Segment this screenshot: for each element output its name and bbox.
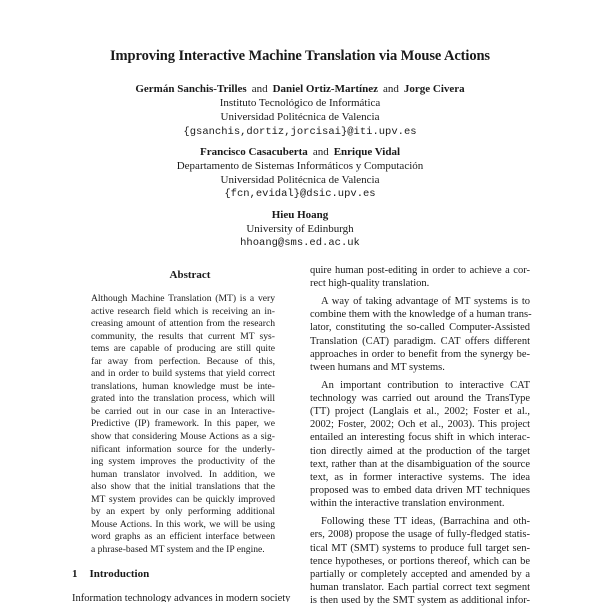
body-text-line: tion directly aimed at the production of the target [310,445,530,457]
body-text-line: within the interactive translation environment. [310,498,505,510]
abstract-heading: Abstract [169,269,211,281]
body-text-line: rect high-quality translation. [310,278,430,290]
author-name: Enrique Vidal [333,145,401,158]
body-text-line: combine them with the knowledge of a human trans- [310,309,532,321]
abstract-line: active research field which is receiving an in- [91,305,275,317]
body-text-line: A way of taking advantage of MT systems is to [321,295,530,307]
abstract-line: human translator involved. In addition, we [91,468,275,480]
body-text-line: human translator. Each partial correct text segment [310,582,530,594]
abstract-line: word graphs as an efficient interface between [91,531,275,543]
section-title: Introduction [89,568,150,580]
body-text-line: An important contribution to interactive CAT [321,379,530,391]
body-text-line: text, as in former interactive systems. The idea [310,472,530,484]
author-group-2 [0,145,600,202]
body-text-line: text, rather than at the disambiguation of the source [310,458,530,470]
right-column-text [310,264,530,608]
body-text-line: lator, constituting the so-called Computer-Assisted [310,322,530,334]
affiliation: Instituto Tecnológico de Informática [219,97,381,110]
body-text-line: technology was carried out around the TransType [310,392,530,404]
abstract-line: a phrase-based MT system and the IP engine. [91,543,265,555]
section-number: 1 [72,568,78,580]
author-names-3 [0,208,600,222]
abstract-line: grated into the translation process, which will [91,393,275,405]
abstract-line: creasing amount of attention from the research [91,318,275,330]
abstract-line: by an expert by only performing additional [91,506,275,518]
author-conjunction: and [312,145,329,158]
abstract-line: show that considering Mouse Actions as a sig- [91,431,275,443]
body-text-line: 2002; Foster, 2002; Och et al., 2003). This project [310,419,530,431]
affiliation: University of Edinburgh [246,222,354,235]
abstract-line: community, the results that current MT sys- [91,330,275,342]
body-text-line: quire human post-editing in order to achieve a cor- [310,265,530,276]
author-group-1 [0,82,600,139]
section-heading [72,568,149,580]
body-text-line: approaches in order to benefit from the synergy be- [310,348,530,360]
author-email: {gsanchis,dortiz,jorcisai}@iti.upv.es [183,125,417,138]
affiliation: Universidad Politécnica de Valencia [220,111,380,124]
author-name: Jorge Civera [403,83,465,95]
abstract-line: be carried out in our case in an Interactive- [91,405,275,417]
intro-first-line: Information technology advances in modern society [72,593,291,602]
body-text-line: partially or completely accepted and amended by a [310,568,530,580]
abstract-line: Predictive (IP) framework. In this paper, we [91,418,275,430]
abstract-line: MT system provides can be quickly improved [91,493,275,505]
abstract-line: and in order to build systems that yield correct [91,368,275,380]
body-text-line: entailed an interesting focus shift in which interac- [310,432,530,444]
body-text-line: (TT) project (Langlais et al., 2002; Foster et al., [310,406,530,418]
body-text-line: proposed was to embed data driven MT techniques [310,485,530,497]
author-name: Germán Sanchis-Trilles [135,83,247,95]
affiliation: Universidad Politécnica de Valencia [220,174,380,187]
body-text-line: is then used by the SMT system as additional infor- [310,595,530,607]
body-text-line: tween humans and MT systems. [310,361,445,373]
author-group-3 [0,208,600,251]
affiliation: Departamento de Sistemas Informáticos y Computación [176,160,424,173]
paper-title: Improving Interactive Machine Translation via Mouse Actions [110,48,490,64]
author-block [0,82,600,256]
abstract-line: Although Machine Translation (MT) is a very [91,293,275,304]
body-text-line: ers, 2008) propose the usage of fully-fledged statis- [310,529,530,541]
body-text-line: Following these TT ideas, (Barrachina and oth- [321,516,530,528]
author-names-1 [0,82,600,96]
abstract-line: also show that the initial translations that the [91,481,275,493]
author-name: Francisco Casacuberta [199,145,308,158]
abstract-body [91,293,275,556]
author-name: Daniel Ortiz-Martínez [272,83,378,95]
abstract-line: far away from perfection. Because of this, [91,355,275,367]
abstract-line: ing system improves the productivity of the [91,456,275,468]
abstract-line: translations, human knowledge must be inte- [91,380,275,392]
author-conjunction: and [382,83,399,95]
abstract-line: nificant information source for the underly- [91,443,275,455]
author-name: Hieu Hoang [271,208,329,221]
body-text-line: Translation (CAT) paradigm. CAT offers different [310,335,530,347]
author-email: hhoang@sms.ed.ac.uk [240,237,360,250]
author-conjunction: and [251,83,268,95]
abstract-line: Mouse Actions. In this work, we will be using [91,518,275,530]
body-text-line: tence hypotheses, or portions thereof, which can be [310,555,530,567]
abstract-line: tems are capable of producing are still quite [91,343,275,355]
body-text-line: tical MT (SMT) systems to produce full target sen- [310,542,530,554]
author-email: {fcn,evidal}@dsic.upv.es [224,188,376,201]
author-names-2 [0,145,600,159]
